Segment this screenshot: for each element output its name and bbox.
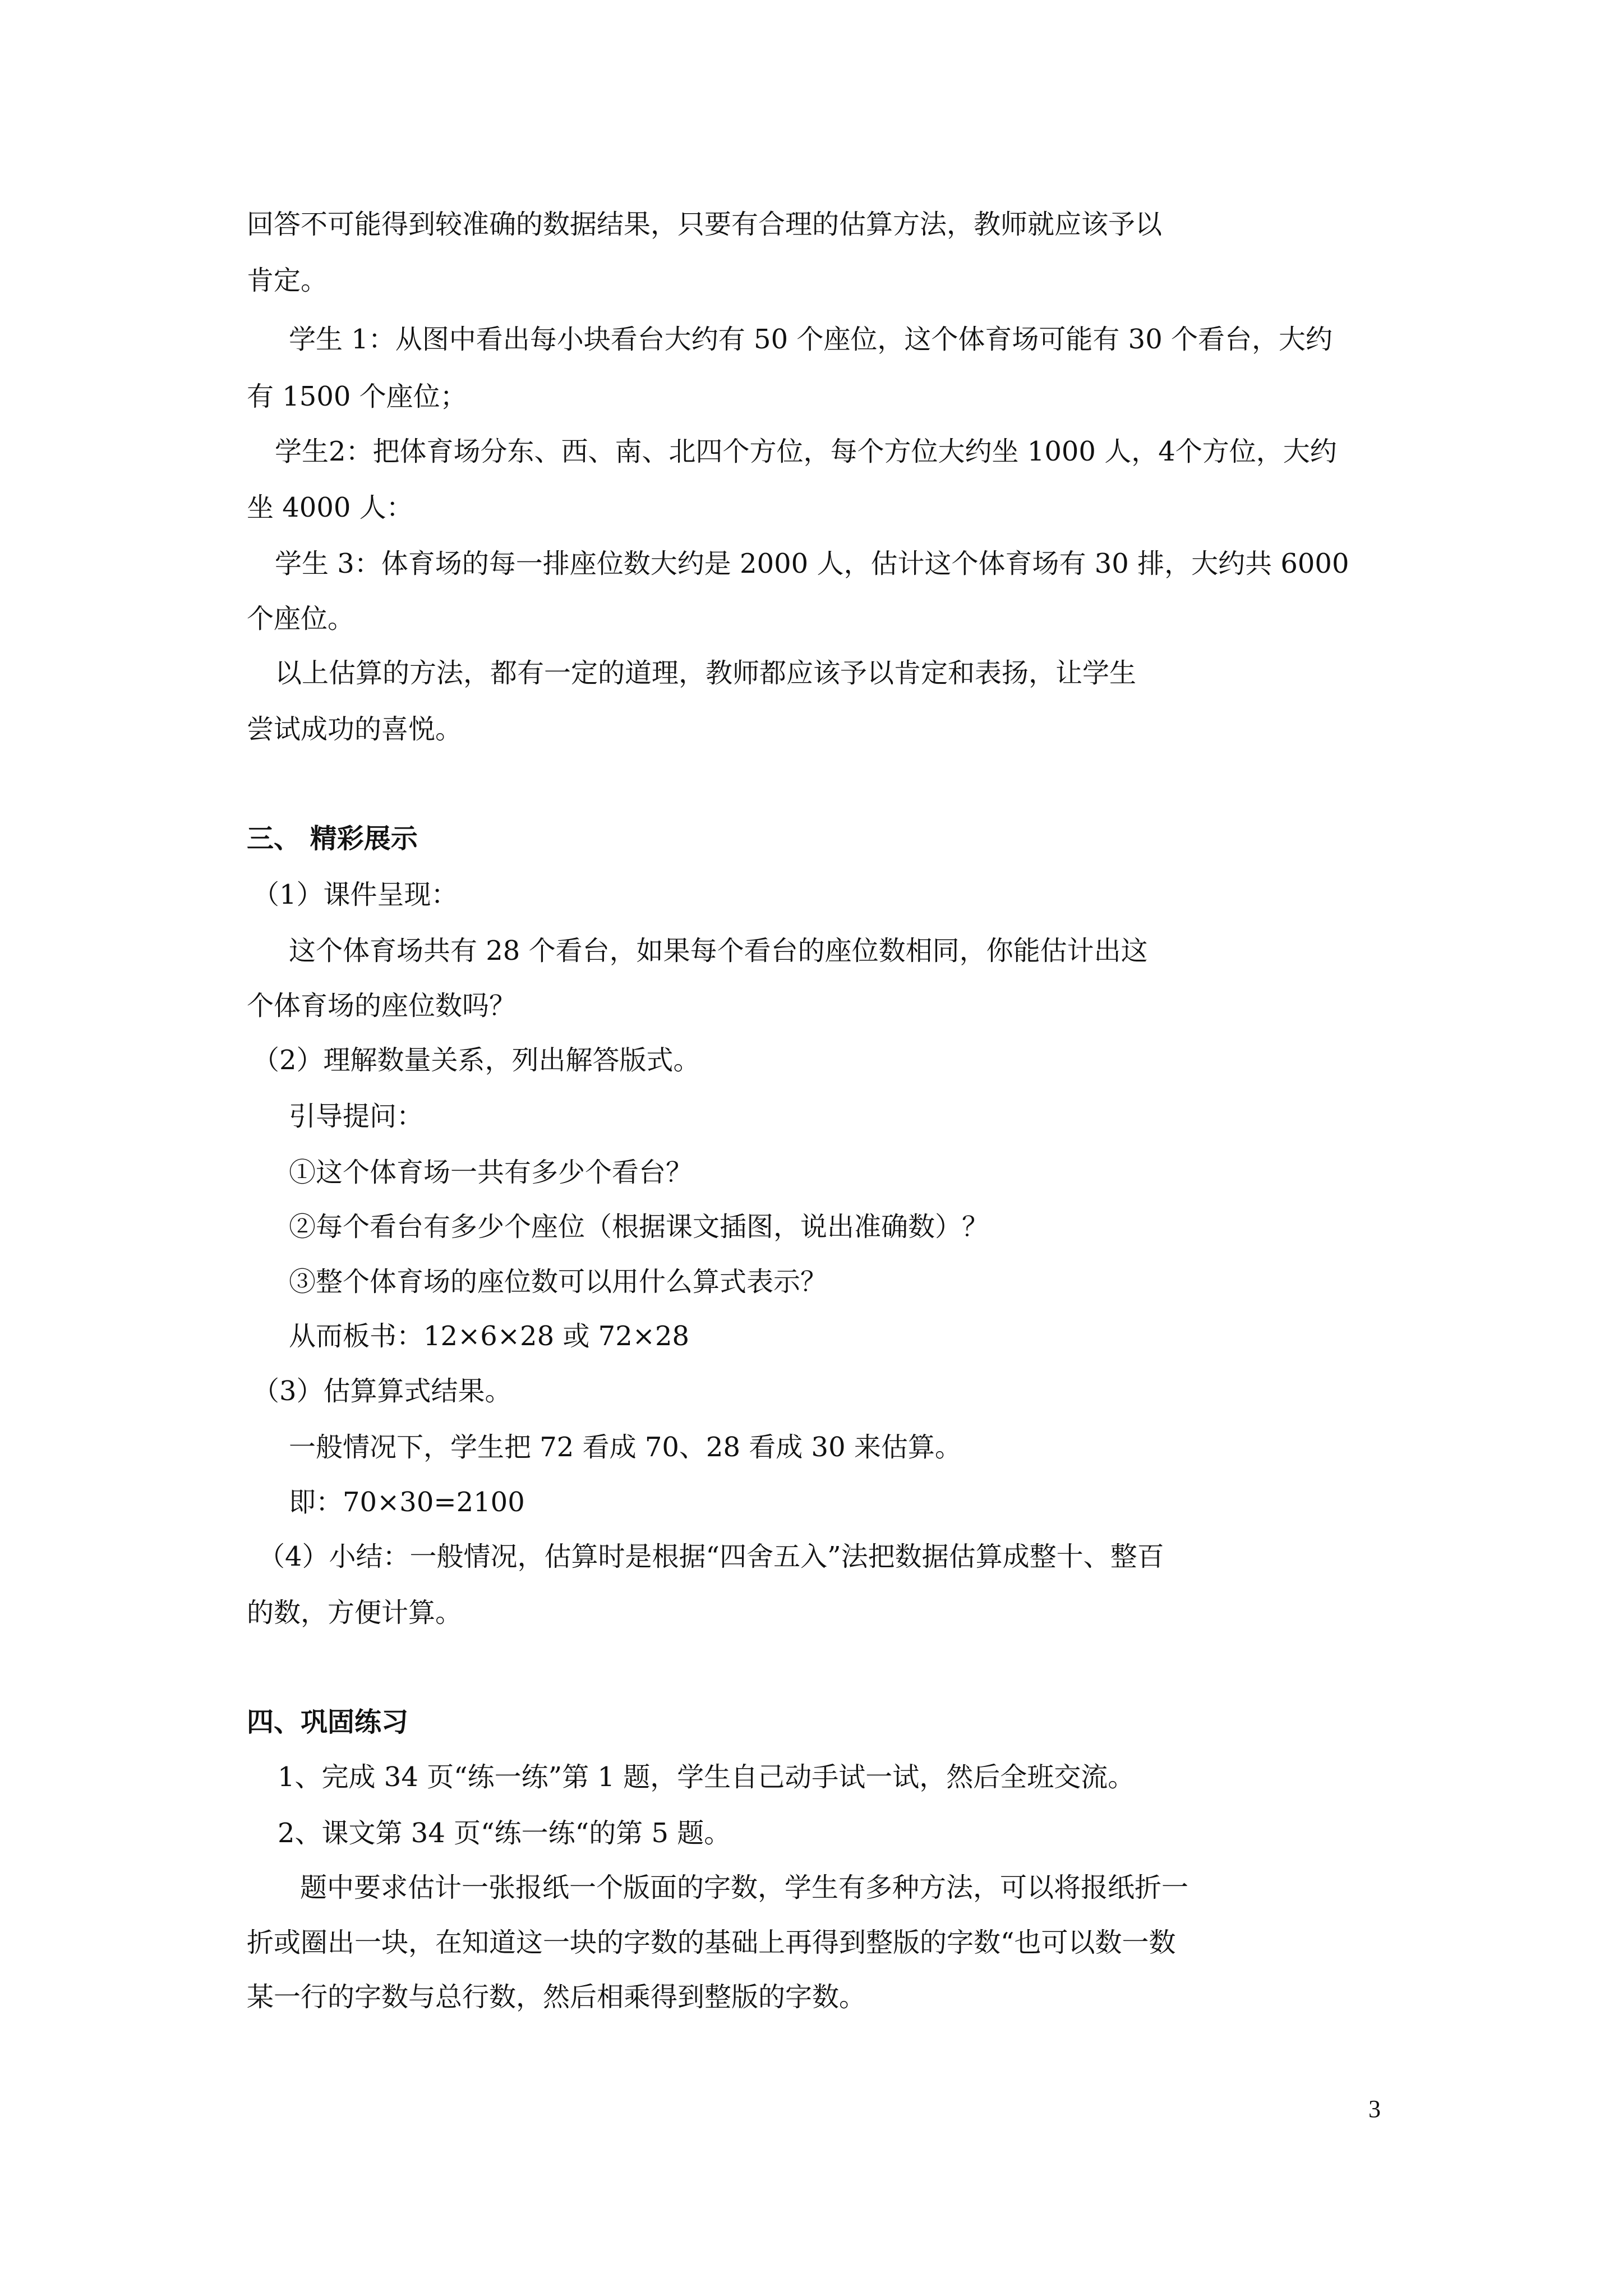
paragraph-line: （4）小结：一般情况，估算时是根据“四舍五入”法把数据估算成整十、整百: [258, 1541, 1164, 1572]
list-item: ②每个看台有多少个座位（根据课文插图，说出准确数）？: [289, 1211, 989, 1243]
paragraph-line: 个座位。: [247, 603, 355, 634]
paragraph-line: 学生 3：体育场的每一排座位数大约是 2000 人，估计这个体育场有 30 排，大约共 6000: [275, 548, 1349, 579]
section-heading: 四、巩固练习: [247, 1706, 409, 1738]
paragraph-line: 个体育场的座位数吗？: [247, 990, 517, 1022]
paragraph-line: 以上估算的方法，都有一定的道理，教师都应该予以肯定和表扬，让学生: [275, 657, 1137, 689]
paragraph-line: 从而板书：12×6×28 或 72×28: [289, 1320, 690, 1352]
paragraph-line: 某一行的字数与总行数，然后相乘得到整版的字数。: [247, 1981, 866, 2013]
paragraph-line: （3）估算算式结果。: [252, 1375, 512, 1407]
paragraph-line: 一般情况下，学生把 72 看成 70、28 看成 30 来估算。: [289, 1432, 962, 1463]
paragraph-line: 这个体育场共有 28 个看台，如果每个看台的座位数相同，你能估计出这: [289, 935, 1148, 967]
paragraph-line: 引导提问：: [289, 1101, 424, 1132]
paragraph-line: 学生 1：从图中看出每小块看台大约有 50 个座位，这个体育场可能有 30 个看台，大约: [289, 324, 1332, 355]
paragraph-line: 回答不可能得到较准确的数据结果，只要有合理的估算方法，教师就应该予以: [247, 209, 1163, 240]
section-heading: 三、 精彩展示: [247, 823, 418, 854]
list-item: ①这个体育场一共有多少个看台？: [289, 1157, 693, 1188]
list-item: 2、课文第 34 页“练一练“的第 5 题。: [278, 1818, 731, 1849]
paragraph-line: 即：70×30=2100: [289, 1487, 525, 1518]
paragraph-line: 有 1500 个座位；: [247, 381, 467, 412]
list-item: 1、完成 34 页“练一练”第 1 题，学生自己动手试一试，然后全班交流。: [278, 1761, 1135, 1793]
list-item: ③整个体育场的座位数可以用什么算式表示？: [289, 1266, 828, 1297]
page-number: 3: [1368, 2095, 1381, 2123]
paragraph-line: 学生2：把体育场分东、西、南、北四个方位，每个方位大约坐 1000 人，4个方位，大约: [275, 436, 1337, 467]
paragraph-line: 题中要求估计一张报纸一个版面的字数，学生有多种方法，可以将报纸折一: [300, 1872, 1189, 1903]
paragraph-line: 尝试成功的喜悦。: [247, 714, 463, 745]
paragraph-line: （1）课件呈现：: [252, 879, 458, 910]
paragraph-line: 折或圈出一块，在知道这一块的字数的基础上再得到整版的字数“也可以数一数: [247, 1927, 1176, 1958]
paragraph-line: （2）理解数量关系，列出解答版式。: [252, 1045, 700, 1076]
paragraph-line: 坐 4000 人：: [247, 492, 413, 523]
paragraph-line: 的数，方便计算。: [247, 1597, 463, 1628]
paragraph-line: 肯定。: [247, 265, 328, 296]
